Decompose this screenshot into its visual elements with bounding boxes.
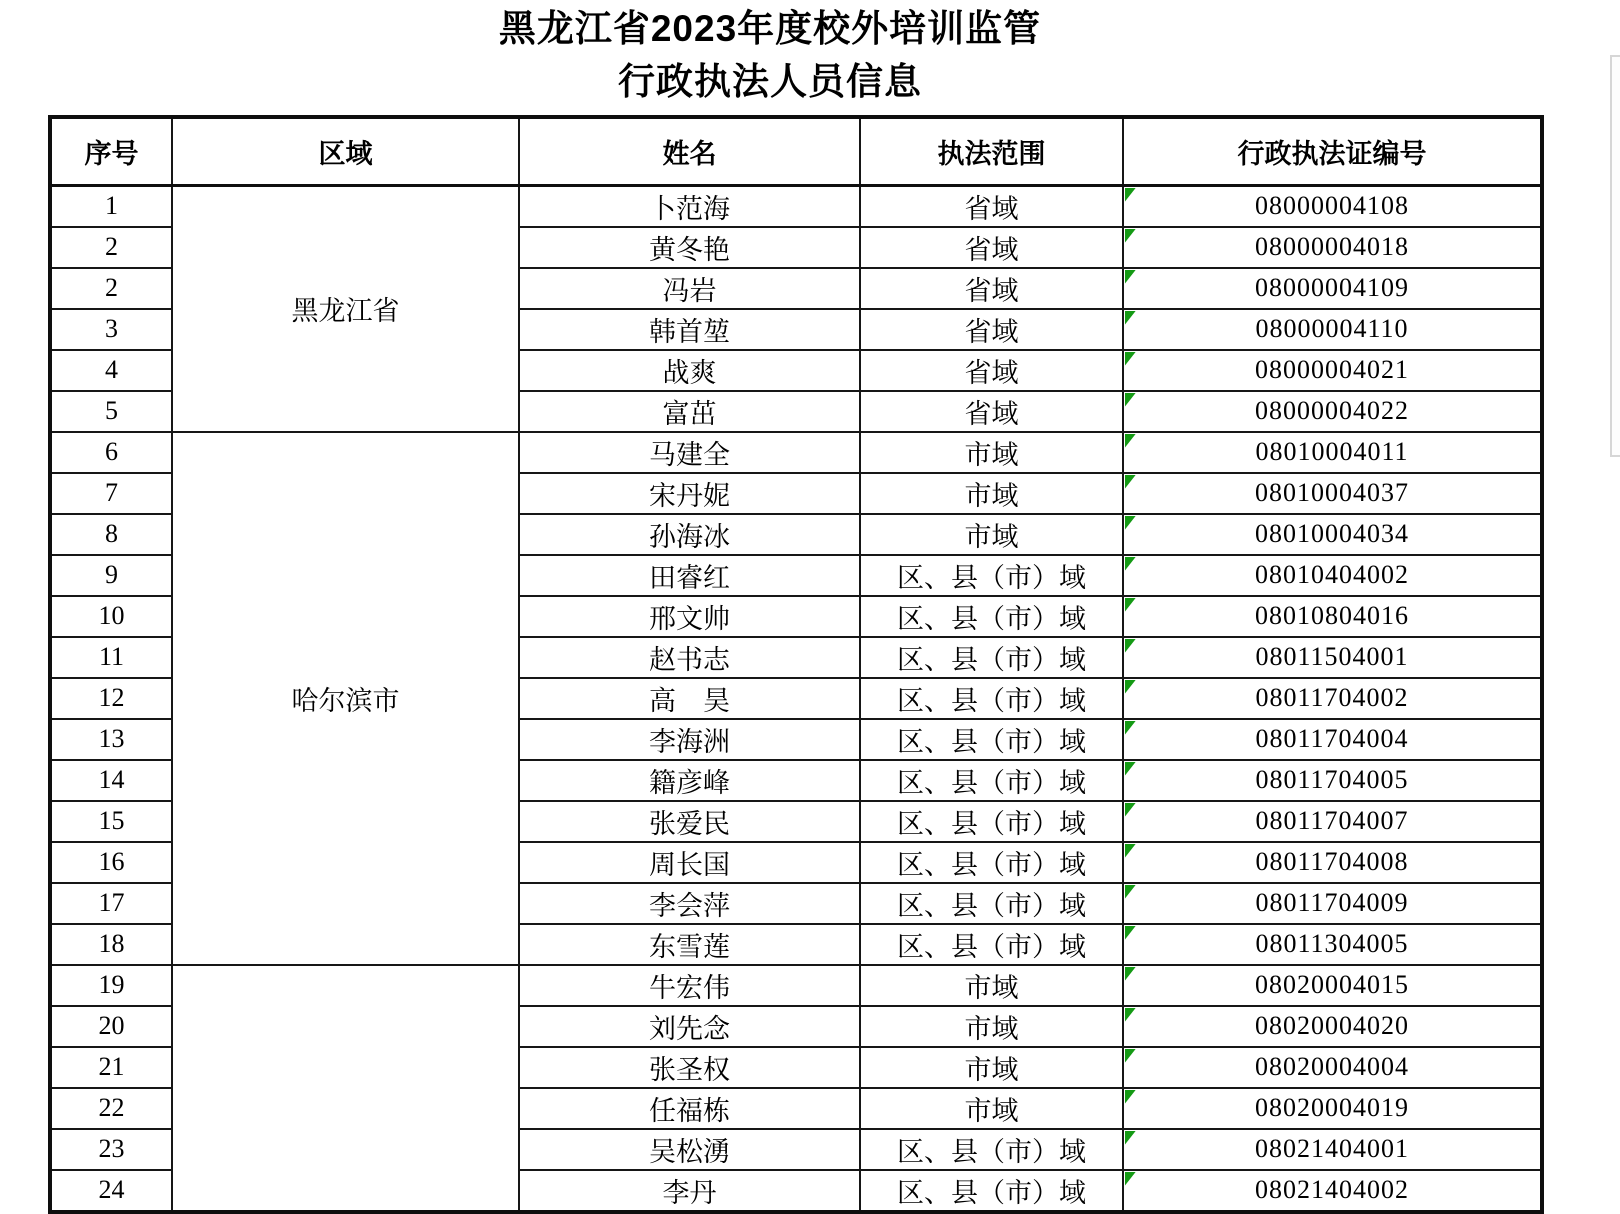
row-number-cell: 3 bbox=[50, 309, 172, 350]
title-line-1: 黑龙江省2023年度校外培训监管 bbox=[498, 8, 1042, 49]
cell-comment-marker-icon bbox=[1125, 270, 1136, 284]
row-number-cell: 24 bbox=[50, 1170, 172, 1212]
cert-number-cell bbox=[1123, 883, 1542, 924]
cell-comment-marker-icon bbox=[1125, 762, 1136, 776]
cell-comment-marker-icon bbox=[1125, 1131, 1136, 1145]
row-number-cell: 7 bbox=[50, 473, 172, 514]
row-number-cell: 10 bbox=[50, 596, 172, 637]
cert-number-cell bbox=[1123, 227, 1542, 268]
cert-number-text: 08011504001 bbox=[1255, 642, 1409, 671]
cell-comment-marker-icon bbox=[1125, 926, 1136, 940]
name-cell: 黄冬艳 bbox=[519, 227, 860, 268]
cert-number-cell bbox=[1123, 596, 1542, 637]
scope-cell: 省域 bbox=[860, 309, 1123, 350]
cert-number-cell bbox=[1123, 637, 1542, 678]
name-cell: 邢文帅 bbox=[519, 596, 860, 637]
title-line-2: 行政执法人员信息 bbox=[618, 61, 922, 102]
scope-cell: 区、县（市）域 bbox=[860, 555, 1123, 596]
scope-cell: 市域 bbox=[860, 432, 1123, 473]
scope-cell: 区、县（市）域 bbox=[860, 883, 1123, 924]
row-number-cell: 6 bbox=[50, 432, 172, 473]
region-cell bbox=[172, 965, 519, 1212]
cert-number-cell bbox=[1123, 185, 1542, 227]
cert-number-text: 08020004015 bbox=[1255, 970, 1409, 999]
row-number-cell: 15 bbox=[50, 801, 172, 842]
cell-comment-marker-icon bbox=[1125, 311, 1136, 325]
table-row bbox=[50, 185, 1542, 227]
scope-cell: 区、县（市）域 bbox=[860, 924, 1123, 965]
cert-number-text: 08020004020 bbox=[1255, 1011, 1409, 1040]
cert-number-text: 08000004110 bbox=[1255, 314, 1409, 343]
cert-number-cell bbox=[1123, 801, 1542, 842]
scope-cell: 市域 bbox=[860, 1088, 1123, 1129]
scope-cell: 省域 bbox=[860, 350, 1123, 391]
header-name: 姓名 bbox=[519, 117, 860, 185]
cert-number-text: 08020004004 bbox=[1255, 1052, 1409, 1081]
cell-comment-marker-icon bbox=[1125, 516, 1136, 530]
cert-number-cell bbox=[1123, 1170, 1542, 1212]
name-cell: 张爱民 bbox=[519, 801, 860, 842]
name-cell: 卜范海 bbox=[519, 185, 860, 227]
cell-comment-marker-icon bbox=[1125, 1049, 1136, 1063]
scope-cell: 省域 bbox=[860, 268, 1123, 309]
cell-comment-marker-icon bbox=[1125, 885, 1136, 899]
cell-comment-marker-icon bbox=[1125, 1008, 1136, 1022]
row-number-cell: 12 bbox=[50, 678, 172, 719]
cert-number-text: 08000004109 bbox=[1255, 273, 1409, 302]
row-number-cell: 19 bbox=[50, 965, 172, 1006]
row-number-cell: 2 bbox=[50, 268, 172, 309]
cert-number-text: 08021404001 bbox=[1255, 1134, 1409, 1163]
cert-number-text: 08011704009 bbox=[1255, 888, 1409, 917]
row-number-cell: 21 bbox=[50, 1047, 172, 1088]
name-cell: 战爽 bbox=[519, 350, 860, 391]
name-cell: 周长国 bbox=[519, 842, 860, 883]
row-number-cell: 9 bbox=[50, 555, 172, 596]
scope-cell: 省域 bbox=[860, 185, 1123, 227]
row-number-cell: 1 bbox=[50, 185, 172, 227]
header-serial: 序号 bbox=[50, 117, 172, 185]
cert-number-text: 08000004021 bbox=[1255, 355, 1409, 384]
scope-cell: 区、县（市）域 bbox=[860, 760, 1123, 801]
name-cell: 李丹 bbox=[519, 1170, 860, 1212]
table-body bbox=[50, 185, 1542, 1212]
cell-comment-marker-icon bbox=[1125, 680, 1136, 694]
cert-number-cell bbox=[1123, 678, 1542, 719]
row-number-cell: 11 bbox=[50, 637, 172, 678]
cell-comment-marker-icon bbox=[1125, 803, 1136, 817]
name-cell: 韩首堃 bbox=[519, 309, 860, 350]
cert-number-cell bbox=[1123, 350, 1542, 391]
name-cell: 张圣权 bbox=[519, 1047, 860, 1088]
cert-number-cell bbox=[1123, 924, 1542, 965]
cert-number-text: 08000004018 bbox=[1255, 232, 1409, 261]
scope-cell: 省域 bbox=[860, 391, 1123, 432]
cert-number-text: 08011704004 bbox=[1255, 724, 1409, 753]
name-cell: 牛宏伟 bbox=[519, 965, 860, 1006]
cell-comment-marker-icon bbox=[1125, 557, 1136, 571]
cert-number-text: 08010804016 bbox=[1255, 601, 1409, 630]
cell-comment-marker-icon bbox=[1125, 475, 1136, 489]
region-cell: 黑龙江省 bbox=[172, 185, 519, 432]
name-cell: 马建全 bbox=[519, 432, 860, 473]
row-number-cell: 22 bbox=[50, 1088, 172, 1129]
row-number-cell: 18 bbox=[50, 924, 172, 965]
scope-cell: 区、县（市）域 bbox=[860, 801, 1123, 842]
cell-comment-marker-icon bbox=[1125, 1172, 1136, 1186]
name-cell: 李会萍 bbox=[519, 883, 860, 924]
header-region: 区域 bbox=[172, 117, 519, 185]
name-cell: 田睿红 bbox=[519, 555, 860, 596]
name-cell: 高 昊 bbox=[519, 678, 860, 719]
cert-number-cell bbox=[1123, 965, 1542, 1006]
personnel-table bbox=[48, 115, 1544, 1214]
cert-number-cell bbox=[1123, 391, 1542, 432]
name-cell: 吴松湧 bbox=[519, 1129, 860, 1170]
row-number-cell: 2 bbox=[50, 227, 172, 268]
cert-number-text: 08000004022 bbox=[1255, 396, 1409, 425]
cert-number-cell bbox=[1123, 473, 1542, 514]
scope-cell: 区、县（市）域 bbox=[860, 596, 1123, 637]
scope-cell: 省域 bbox=[860, 227, 1123, 268]
name-cell: 刘先念 bbox=[519, 1006, 860, 1047]
cert-number-text: 08010404002 bbox=[1255, 560, 1409, 589]
cert-number-cell bbox=[1123, 842, 1542, 883]
cert-number-text: 08010004011 bbox=[1255, 437, 1409, 466]
scope-cell: 市域 bbox=[860, 1006, 1123, 1047]
cert-number-cell bbox=[1123, 1129, 1542, 1170]
cert-number-text: 08011704008 bbox=[1255, 847, 1409, 876]
cert-number-text: 08010004037 bbox=[1255, 478, 1409, 507]
header-scope: 执法范围 bbox=[860, 117, 1123, 185]
scope-cell: 市域 bbox=[860, 965, 1123, 1006]
cert-number-cell bbox=[1123, 760, 1542, 801]
cert-number-cell bbox=[1123, 1047, 1542, 1088]
scope-cell: 区、县（市）域 bbox=[860, 678, 1123, 719]
name-cell: 任福栋 bbox=[519, 1088, 860, 1129]
scope-cell: 市域 bbox=[860, 473, 1123, 514]
cell-comment-marker-icon bbox=[1125, 352, 1136, 366]
vertical-scrollbar-thumb[interactable] bbox=[1610, 55, 1620, 457]
cell-comment-marker-icon bbox=[1125, 721, 1136, 735]
name-cell: 东雪莲 bbox=[519, 924, 860, 965]
cert-number-cell bbox=[1123, 1006, 1542, 1047]
scope-cell: 区、县（市）域 bbox=[860, 1170, 1123, 1212]
row-number-cell: 8 bbox=[50, 514, 172, 555]
cell-comment-marker-icon bbox=[1125, 188, 1136, 202]
name-cell: 李海洲 bbox=[519, 719, 860, 760]
cert-number-cell bbox=[1123, 268, 1542, 309]
name-cell: 籍彦峰 bbox=[519, 760, 860, 801]
row-number-cell: 14 bbox=[50, 760, 172, 801]
cert-number-text: 08021404002 bbox=[1255, 1175, 1409, 1204]
row-number-cell: 23 bbox=[50, 1129, 172, 1170]
cert-number-text: 08010004034 bbox=[1255, 519, 1409, 548]
cert-number-cell bbox=[1123, 719, 1542, 760]
row-number-cell: 17 bbox=[50, 883, 172, 924]
header-cert-number: 行政执法证编号 bbox=[1123, 117, 1542, 185]
table-row bbox=[50, 432, 1542, 473]
cell-comment-marker-icon bbox=[1125, 229, 1136, 243]
scope-cell: 区、县（市）域 bbox=[860, 1129, 1123, 1170]
cert-number-text: 08011704002 bbox=[1255, 683, 1409, 712]
cell-comment-marker-icon bbox=[1125, 598, 1136, 612]
cell-comment-marker-icon bbox=[1125, 1090, 1136, 1104]
cert-number-cell bbox=[1123, 309, 1542, 350]
name-cell: 孙海冰 bbox=[519, 514, 860, 555]
document-title bbox=[0, 2, 1540, 108]
table-row bbox=[50, 965, 1542, 1006]
name-cell: 赵书志 bbox=[519, 637, 860, 678]
name-cell: 富茁 bbox=[519, 391, 860, 432]
cert-number-cell bbox=[1123, 1088, 1542, 1129]
cert-number-text: 08020004019 bbox=[1255, 1093, 1409, 1122]
row-number-cell: 20 bbox=[50, 1006, 172, 1047]
row-number-cell: 5 bbox=[50, 391, 172, 432]
cert-number-text: 08000004108 bbox=[1255, 191, 1409, 220]
cell-comment-marker-icon bbox=[1125, 967, 1136, 981]
cell-comment-marker-icon bbox=[1125, 639, 1136, 653]
cert-number-cell bbox=[1123, 555, 1542, 596]
scope-cell: 区、县（市）域 bbox=[860, 637, 1123, 678]
row-number-cell: 4 bbox=[50, 350, 172, 391]
header-row bbox=[50, 117, 1542, 185]
cert-number-text: 08011704007 bbox=[1255, 806, 1409, 835]
cell-comment-marker-icon bbox=[1125, 844, 1136, 858]
scope-cell: 市域 bbox=[860, 1047, 1123, 1088]
cert-number-text: 08011304005 bbox=[1255, 929, 1409, 958]
cell-comment-marker-icon bbox=[1125, 434, 1136, 448]
scope-cell: 区、县（市）域 bbox=[860, 719, 1123, 760]
cell-comment-marker-icon bbox=[1125, 393, 1136, 407]
cert-number-cell bbox=[1123, 514, 1542, 555]
row-number-cell: 16 bbox=[50, 842, 172, 883]
table-header bbox=[50, 117, 1542, 185]
name-cell: 冯岩 bbox=[519, 268, 860, 309]
scope-cell: 市域 bbox=[860, 514, 1123, 555]
region-cell: 哈尔滨市 bbox=[172, 432, 519, 965]
cert-number-text: 08011704005 bbox=[1255, 765, 1409, 794]
row-number-cell: 13 bbox=[50, 719, 172, 760]
cert-number-cell bbox=[1123, 432, 1542, 473]
name-cell: 宋丹妮 bbox=[519, 473, 860, 514]
scope-cell: 区、县（市）域 bbox=[860, 842, 1123, 883]
